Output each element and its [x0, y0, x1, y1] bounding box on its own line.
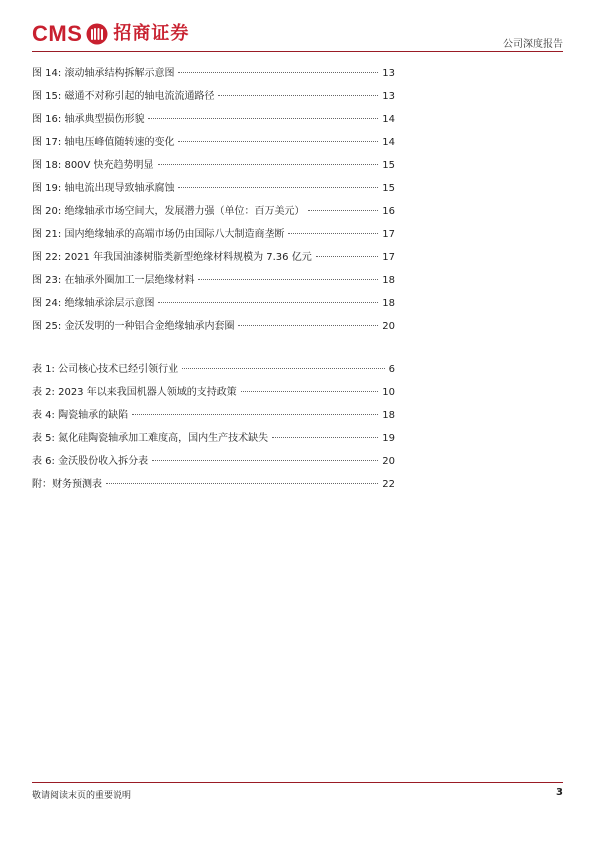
figure-toc-entry[interactable]: [32, 133, 395, 147]
dot-leader: [106, 483, 378, 484]
figure-toc-entry[interactable]: [32, 271, 395, 285]
figure-toc-entry[interactable]: [32, 64, 395, 78]
dot-leader: [308, 210, 378, 211]
figure-toc-entry-label: 图 22: 2021 年我国油漆树脂类新型绝缘材料规模为 7.36 亿元: [32, 252, 312, 263]
dot-leader: [178, 141, 378, 142]
figure-toc-entry-page: 15: [382, 160, 395, 171]
dot-leader: [178, 72, 378, 73]
table-toc-entry-page: 22: [382, 479, 395, 490]
figure-toc-entry-page: 13: [382, 91, 395, 102]
table-toc-entry-label: 表 4: 陶瓷轴承的缺陷: [32, 410, 129, 421]
table-toc-entry-page: 18: [382, 410, 395, 421]
logo-text: CMS: [32, 21, 83, 46]
table-toc-entry-page: 10: [382, 387, 395, 398]
figure-toc-entry[interactable]: [32, 87, 395, 101]
figure-toc-entry-page: 18: [382, 275, 395, 286]
table-toc-entry-label: 表 5: 氮化硅陶瓷轴承加工难度高，国内生产技术缺失: [32, 433, 269, 444]
figure-toc-entry[interactable]: [32, 156, 395, 170]
dot-leader: [316, 256, 379, 257]
figure-toc-entry-label: 图 18: 800V 快充趋势明显: [32, 160, 154, 171]
figure-toc-entry-label: 图 19: 轴电流出现导致轴承腐蚀: [32, 183, 175, 194]
figure-toc-entry-label: 图 17: 轴电压峰值随转速的变化: [32, 137, 175, 148]
figure-toc-entry[interactable]: [32, 202, 395, 216]
figure-toc-entry-label: 图 14: 滚动轴承结构拆解示意图: [32, 68, 175, 79]
table-toc-entry-label: 表 2: 2023 年以来我国机器人领域的支持政策: [32, 387, 237, 398]
report-type: 公司深度报告: [503, 39, 563, 50]
figure-toc-entry[interactable]: [32, 294, 395, 308]
dot-leader: [238, 325, 378, 326]
table-toc-entry-page: 20: [382, 456, 395, 467]
dot-leader: [178, 187, 378, 188]
table-toc-entry[interactable]: [32, 360, 395, 374]
cms-emblem-icon: [86, 23, 108, 45]
figure-toc-entry-page: 15: [382, 183, 395, 194]
dot-leader: [241, 391, 379, 392]
dot-leader: [152, 460, 378, 461]
table-toc-entry[interactable]: [32, 429, 395, 443]
figure-toc-entry-page: 18: [382, 298, 395, 309]
figure-toc-entry-page: 17: [382, 252, 395, 263]
dot-leader: [198, 279, 378, 280]
header-divider: [32, 51, 563, 52]
table-toc-entry-page: 19: [382, 433, 395, 444]
figure-toc-entry-page: 14: [382, 114, 395, 125]
table-toc-entry[interactable]: [32, 475, 395, 489]
dot-leader: [158, 302, 378, 303]
figure-toc-entry-label: 图 24: 绝缘轴承涂层示意图: [32, 298, 155, 309]
figure-toc-entry-page: 13: [382, 68, 395, 79]
page-number: 3: [556, 787, 563, 798]
table-toc-entry-label: 表 6: 金沃股份收入拆分表: [32, 456, 149, 467]
figure-toc-entry-label: 图 23: 在轴承外圈加工一层绝缘材料: [32, 275, 195, 286]
dot-leader: [272, 437, 378, 438]
table-toc-entry[interactable]: [32, 406, 395, 420]
footer-disclaimer: 敬请阅读末页的重要说明: [32, 791, 132, 801]
figure-toc-entry[interactable]: [32, 179, 395, 193]
table-toc-entry-page: 6: [388, 364, 395, 375]
table-toc-entry[interactable]: [32, 383, 395, 397]
table-toc-entry-label: 表 1: 公司核心技术已经引领行业: [32, 364, 179, 375]
figure-toc-entry-page: 17: [382, 229, 395, 240]
footer-divider: [32, 782, 563, 783]
figure-toc-entry-page: 20: [382, 321, 395, 332]
figure-toc-entry[interactable]: [32, 248, 395, 262]
figure-toc-entry[interactable]: [32, 110, 395, 124]
logo-chinese-name: 招商证券: [113, 23, 190, 44]
dot-leader: [218, 95, 378, 96]
figure-toc-entry-label: 图 16: 轴承典型损伤形貌: [32, 114, 145, 125]
figure-toc-entry[interactable]: [32, 317, 395, 331]
figure-toc-entry-label: 图 21: 国内绝缘轴承的高端市场仍由国际八大制造商垄断: [32, 229, 285, 240]
figure-toc-entry-page: 14: [382, 137, 395, 148]
figure-toc-entry-label: 图 25: 金沃发明的一种铝合金绝缘轴承内套圈: [32, 321, 235, 332]
figure-toc-entry[interactable]: [32, 225, 395, 239]
dot-leader: [132, 414, 378, 415]
table-toc-entry[interactable]: [32, 452, 395, 466]
dot-leader: [158, 164, 379, 165]
page-header: [0, 0, 595, 50]
cms-logo: [32, 20, 189, 48]
dot-leader: [288, 233, 378, 234]
table-toc-entry-label: 附：财务预测表: [32, 479, 102, 490]
dot-leader: [182, 368, 385, 369]
figure-toc-entry-label: 图 20: 绝缘轴承市场空间大，发展潜力强（单位：百万美元）: [32, 206, 305, 217]
figure-toc-entry-label: 图 15: 磁通不对称引起的轴电流流通路径: [32, 91, 215, 102]
dot-leader: [148, 118, 378, 119]
figure-toc-entry-page: 16: [382, 206, 395, 217]
